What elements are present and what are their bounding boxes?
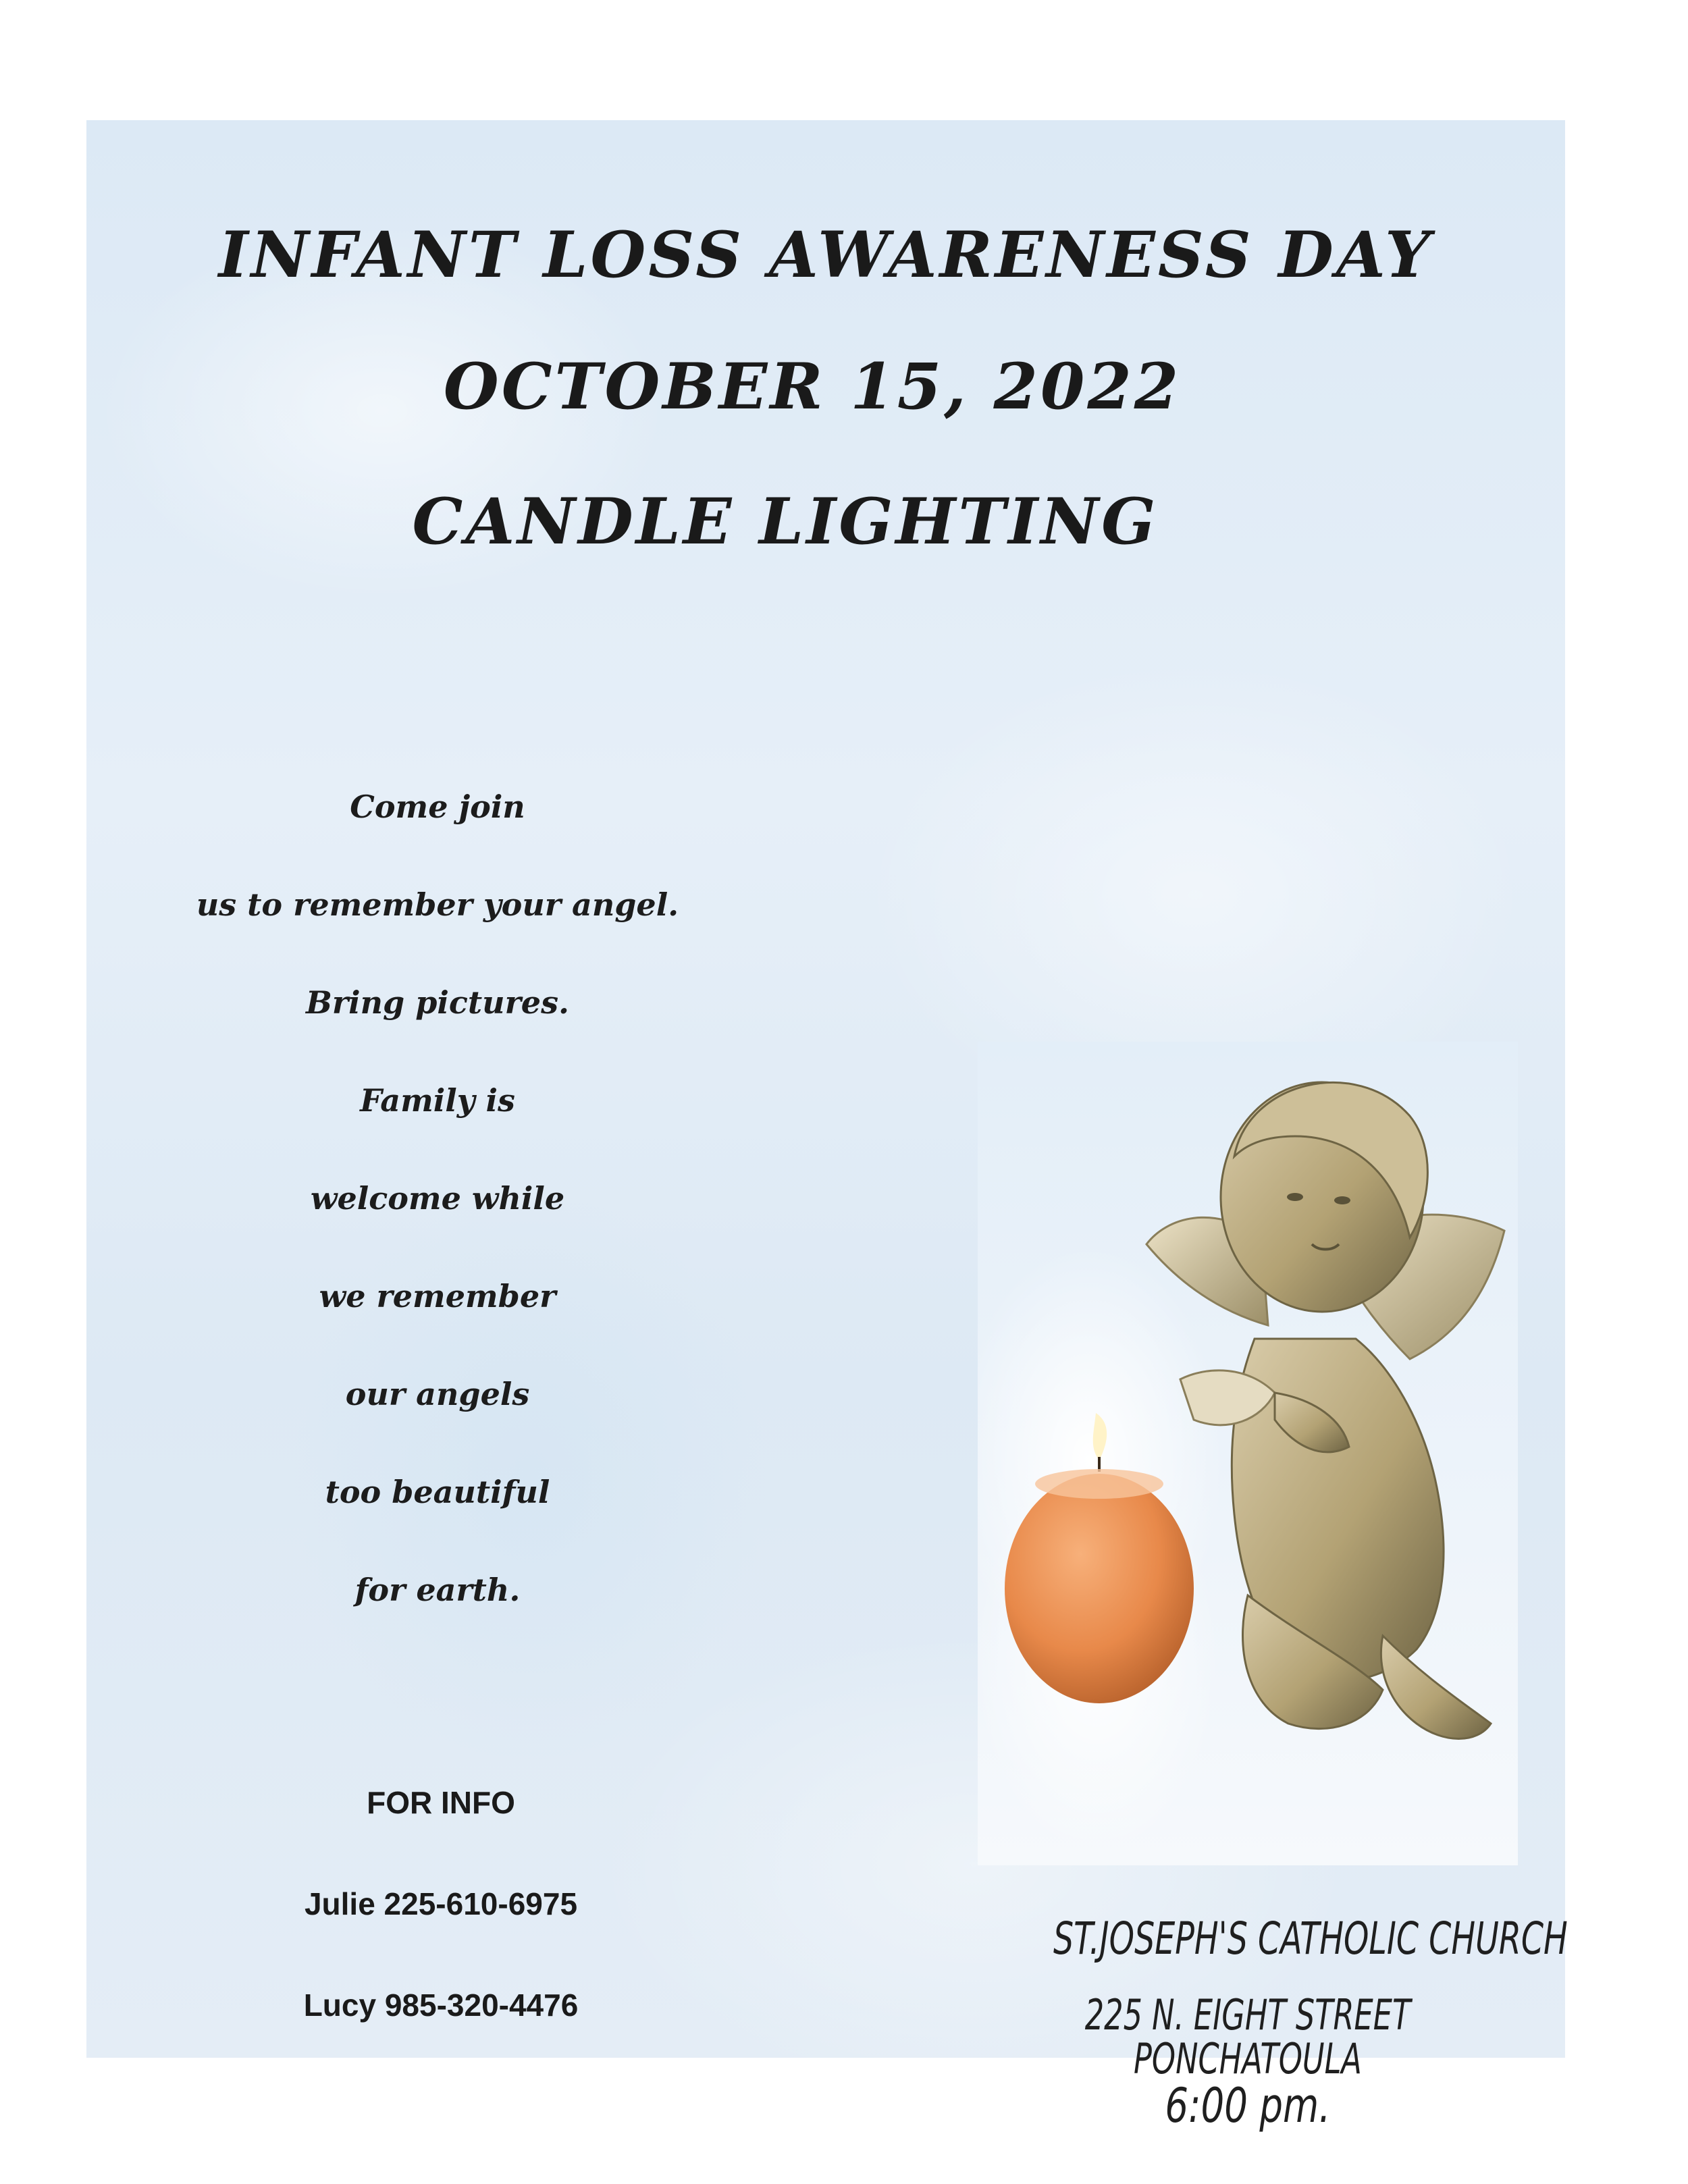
- angel-figurine-icon: [978, 1042, 1518, 1865]
- flyer: [86, 120, 1568, 2133]
- invitation-line: Family is: [360, 1082, 515, 1119]
- invitation-line: too beautiful: [325, 1474, 550, 1510]
- invitation-line: our angels: [345, 1376, 530, 1412]
- church-city: PONCHATOULA: [1134, 2034, 1362, 2083]
- invitation-line: we remember: [319, 1278, 556, 1314]
- angel-candle-photo: [978, 1042, 1518, 1865]
- invitation-line: for earth.: [354, 1572, 521, 1608]
- info-heading: FOR INFO: [367, 1785, 515, 1820]
- contact-julie: Julie 225-610-6975: [304, 1886, 578, 1921]
- event-time: 6:00 pm.: [1165, 2078, 1331, 2133]
- invitation-line: us to remember your angel.: [196, 886, 679, 923]
- church-street: 225 N. EIGHT STREET: [1084, 1990, 1411, 2040]
- church-name: ST.JOSEPH'S CATHOLIC CHURCH: [1053, 1913, 1568, 1965]
- title-event-name: INFANT LOSS AWARENESS DAY: [218, 218, 1433, 292]
- title-candle-lighting: CANDLE LIGHTING: [412, 485, 1159, 559]
- invitation-line: welcome while: [310, 1180, 565, 1217]
- contact-lucy: Lucy 985-320-4476: [303, 1988, 579, 2023]
- title-date: OCTOBER 15, 2022: [443, 350, 1182, 424]
- invitation-line: Bring pictures.: [306, 984, 569, 1021]
- invitation-line: Come join: [350, 789, 525, 825]
